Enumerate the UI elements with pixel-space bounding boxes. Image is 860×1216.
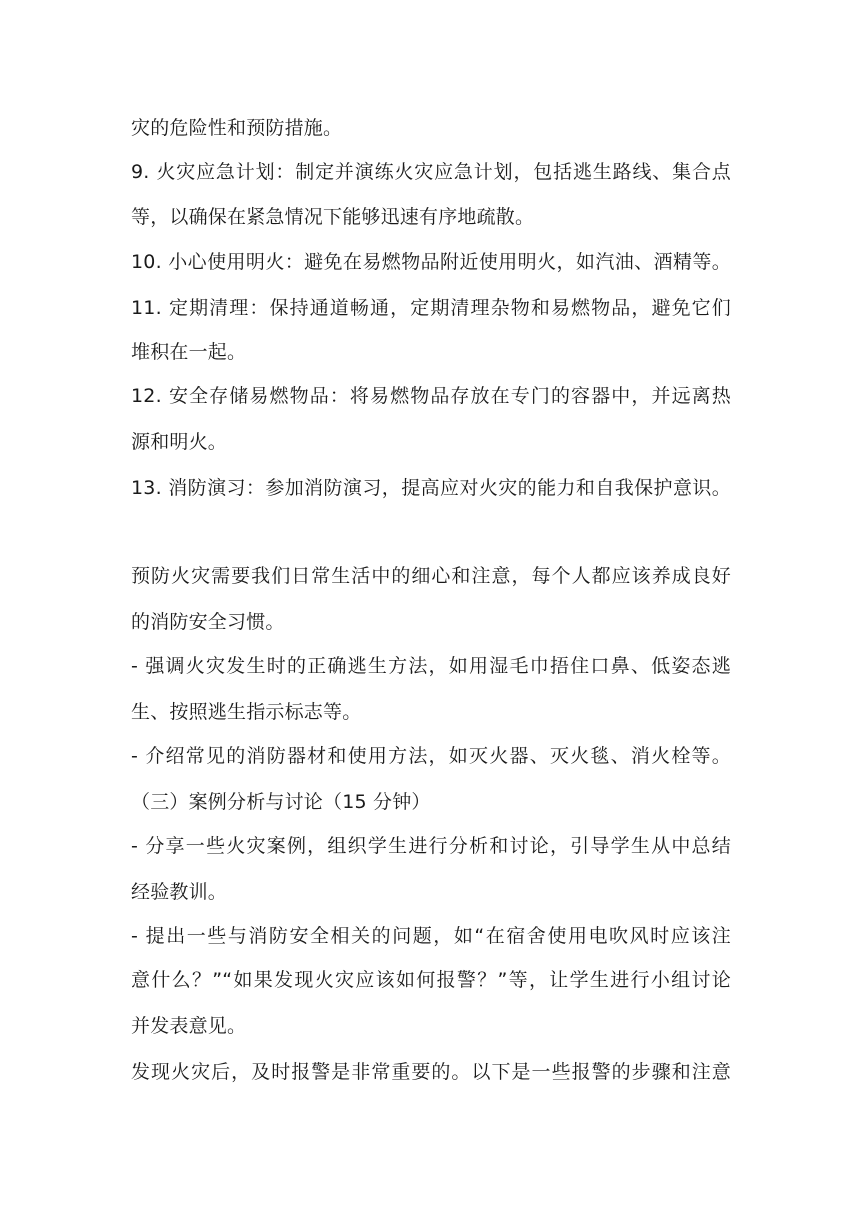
section-heading: （三）案例分析与讨论（15 分钟） xyxy=(131,791,431,813)
text-line: 发现火灾后，及时报警是非常重要的。以下是一些报警的步骤和注意 xyxy=(131,1061,731,1083)
text-line: 9. 火灾应急计划：制定并演练火灾应急计划，包括逃生路线、集合点 xyxy=(131,161,731,183)
text-line: 10. 小心使用明火：避免在易燃物品附近使用明火，如汽油、酒精等。 xyxy=(131,251,731,273)
text-line: 源和明火。 xyxy=(131,431,228,453)
text-line: 意什么？”“如果发现火灾应该如何报警？”等，让学生进行小组讨论 xyxy=(131,969,731,991)
text-line: 灾的危险性和预防措施。 xyxy=(131,117,343,139)
text-line: 的消防安全习惯。 xyxy=(131,611,285,633)
text-line: 经验教训。 xyxy=(131,881,228,903)
text-line: 堆积在一起。 xyxy=(131,341,247,363)
text-line: 12. 安全存储易燃物品：将易燃物品存放在专门的容器中，并远离热 xyxy=(131,385,731,407)
text-line: - 提出一些与消防安全相关的问题，如“在宿舍使用电吹风时应该注 xyxy=(131,925,731,947)
text-line: 等，以确保在紧急情况下能够迅速有序地疏散。 xyxy=(131,206,535,228)
text-line: 并发表意见。 xyxy=(131,1015,247,1037)
text-line: 生、按照逃生指示标志等。 xyxy=(131,701,362,723)
text-line: 11. 定期清理：保持通道畅通，定期清理杂物和易燃物品，避免它们 xyxy=(131,297,731,319)
text-line: - 介绍常见的消防器材和使用方法，如灭火器、灭火毯、消火栓等。 xyxy=(131,745,731,767)
text-line: - 强调火灾发生时的正确逃生方法，如用湿毛巾捂住口鼻、低姿态逃 xyxy=(131,655,731,677)
text-line: 预防火灾需要我们日常生活中的细心和注意，每个人都应该养成良好 xyxy=(131,565,731,587)
text-line: 13. 消防演习：参加消防演习，提高应对火灾的能力和自我保护意识。 xyxy=(131,477,731,499)
text-line: - 分享一些火灾案例，组织学生进行分析和讨论，引导学生从中总结 xyxy=(131,835,731,857)
